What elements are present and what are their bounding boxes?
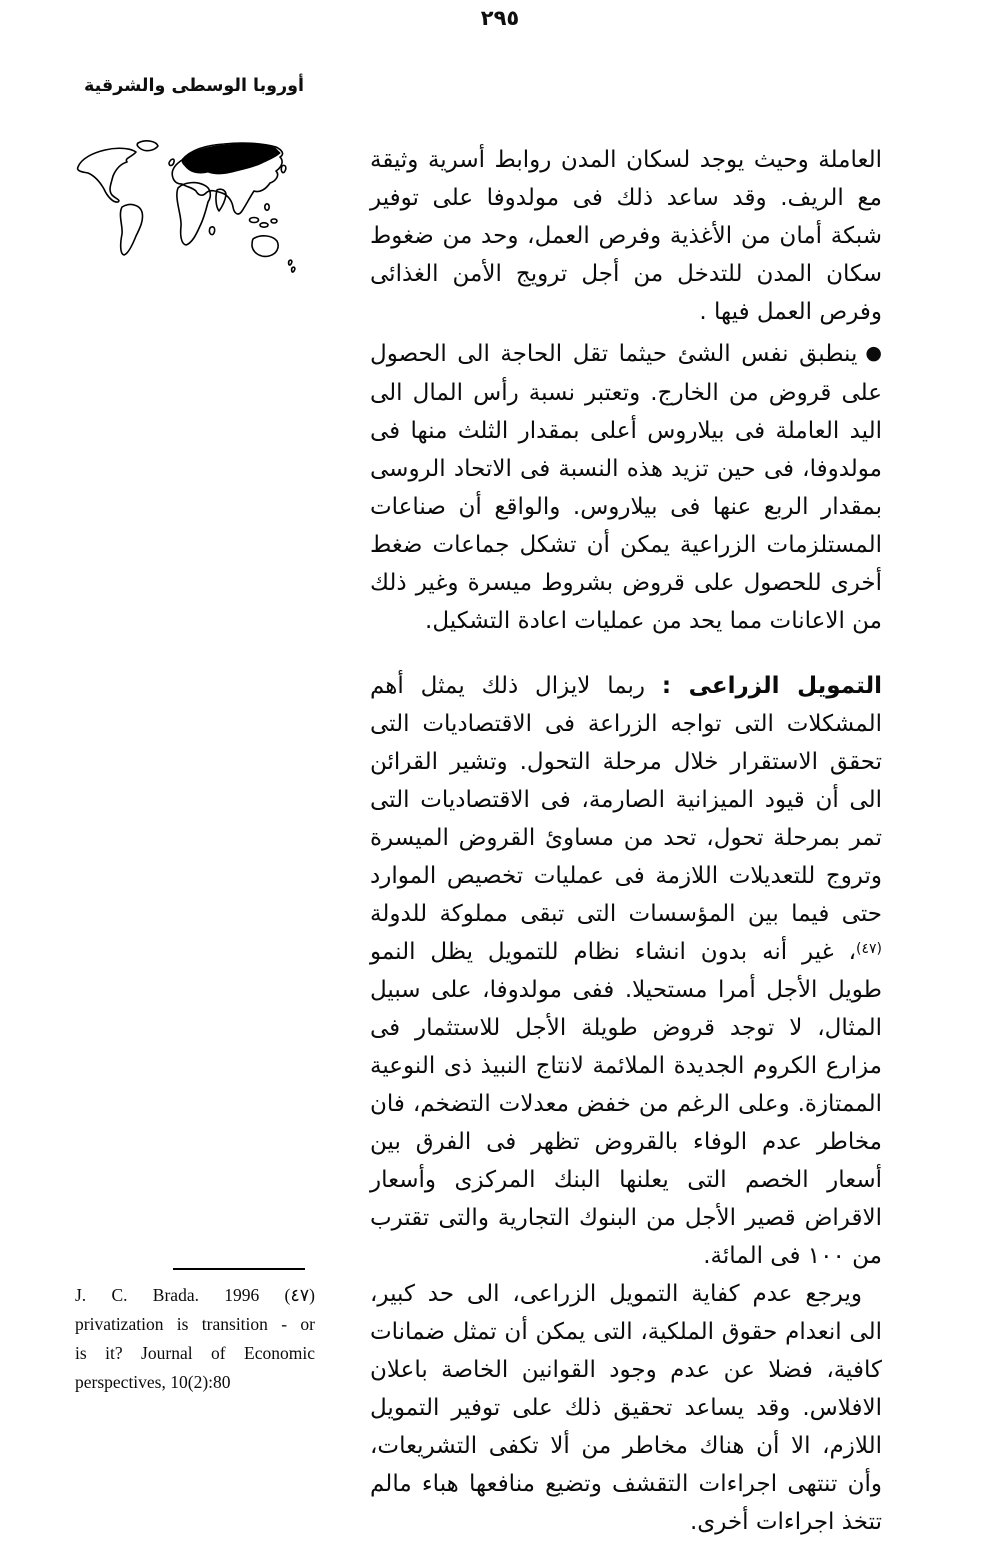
paragraph-continuation: العاملة وحيث يوجد لسكان المدن روابط أسرية وثيقة مع الريف. وقد ساعد ذلك فى مولدوفا على توفير شبكة أمان من الأغذية وفرص العمل، وحد من ضغوط سكان المدن للتدخل من أجل ترويج الأمن الغذائى وفرص العمل فيها . xyxy=(370,147,882,325)
island xyxy=(250,218,259,223)
madagascar-outline xyxy=(209,227,214,235)
paragraph-property-rights: ويرجع عدم كفاية التمويل الزراعى، الى حد كبير، الى انعدام حقوق الملكية، التى يمكن أن تمثل ضمانات كافية، فضلا عن عدم وجود القوانين الخاصة باعلان الافلاس. وقد يساعد تحقيق ذلك على توفير التمويل اللازم، الا أن هناك مخاطر من ألا تكفى التشريعات، وأن تنتهى اجراءات التقشف وتضيع منافعها هباء مالم تتخذ اجراءات أخرى. xyxy=(370,1281,882,1535)
japan-outline xyxy=(281,165,285,172)
new-zealand-outline xyxy=(289,260,292,265)
section-heading-agricultural-finance: التمويل الزراعى : xyxy=(661,673,883,699)
highlighted-region-central-eastern-europe xyxy=(182,144,280,174)
britain-outline xyxy=(169,159,174,165)
main-text-column xyxy=(370,141,882,1541)
footnote-line: is it? Journal of Economic xyxy=(75,1343,315,1363)
footnote-line: J. C. Brada. 1996 (٤٧) xyxy=(75,1285,315,1305)
page-number: ٢٩٥ xyxy=(480,6,520,30)
south-america-outline xyxy=(120,205,142,255)
world-map xyxy=(70,136,306,288)
africa-outline xyxy=(177,183,210,245)
footnote-separator xyxy=(173,1268,305,1270)
paragraph-bullet xyxy=(370,335,882,640)
bullet-icon: ● xyxy=(865,342,882,364)
paragraph-agricultural-finance xyxy=(370,667,882,1275)
greenland-outline xyxy=(137,141,158,151)
world-map-svg xyxy=(70,136,306,288)
section-body-before-ref: ربما لايزال ذلك يمثل أهم المشكلات التى تواجه الزراعة فى الاقتصاديات التى تحقق الاستقرار خلال مرحلة التحول. وتشير القرائن الى أن قيود الميزانية الصارمة، فى الاقتصاديات التى تمر بمرحلة تحول، تحد من مساوئ القروض الميسرة وتروج للتعديلات اللازمة فى عمليات تخصيص الموارد حتى فيما بين المؤسسات التى تبقى مملوكة للدولة xyxy=(370,673,882,927)
island xyxy=(265,204,269,210)
new-zealand-outline xyxy=(292,267,295,272)
footnote-block xyxy=(75,1281,315,1397)
footnote-line: perspectives, 10(2):80 xyxy=(75,1372,231,1392)
north-america-outline xyxy=(78,148,136,202)
island xyxy=(271,219,277,223)
australia-outline xyxy=(252,236,278,257)
island xyxy=(260,223,268,227)
section-body-after-ref: ، غير أنه بدون انشاء نظام للتمويل يظل النمو طويل الأجل أمرا مستحيلا. ففى مولدوفا، على سبيل المثال، لا توجد قروض طويلة الأجل للاستثمار فى مزارع الكروم الجديدة الملائمة لانتاج النبيذ ذى النوعية الممتازة. وعلى الرغم من خفض معدلات التضخم، فان مخاطر عدم الوفاء بالقروض تظهر فى الفرق بين أسعار الخصم التى يعلنها البنك المركزى وأسعار الاقراض قصير الأجل من البنوك التجارية والتى تقترب من ١٠٠ فى المائة. xyxy=(370,939,882,1269)
section-label: أوروبا الوسطى والشرقية xyxy=(84,76,305,96)
bullet-paragraph-text: ينطبق نفس الشئ حيثما تقل الحاجة الى الحصول على قروض من الخارج. وتعتبر نسبة رأس المال الى اليد العاملة فى بيلاروس أعلى بمقدار الثلث منها فى مولدوفا، فى حين تزيد هذه النسبة فى الاتحاد الروسى بمقدار الربع عنها فى بيلاروس. والواقع أن صناعات المستلزمات الزراعية يمكن أن تشكل جماعات ضغط أخرى للحصول على قروض بشروط ميسرة وغير ذلك من الاعانات مما يحد من عمليات اعادة التشكيل. xyxy=(370,341,882,634)
footnote-line: privatization is transition - or xyxy=(75,1314,315,1334)
footnote-reference-47: (٤٧) xyxy=(856,941,882,957)
